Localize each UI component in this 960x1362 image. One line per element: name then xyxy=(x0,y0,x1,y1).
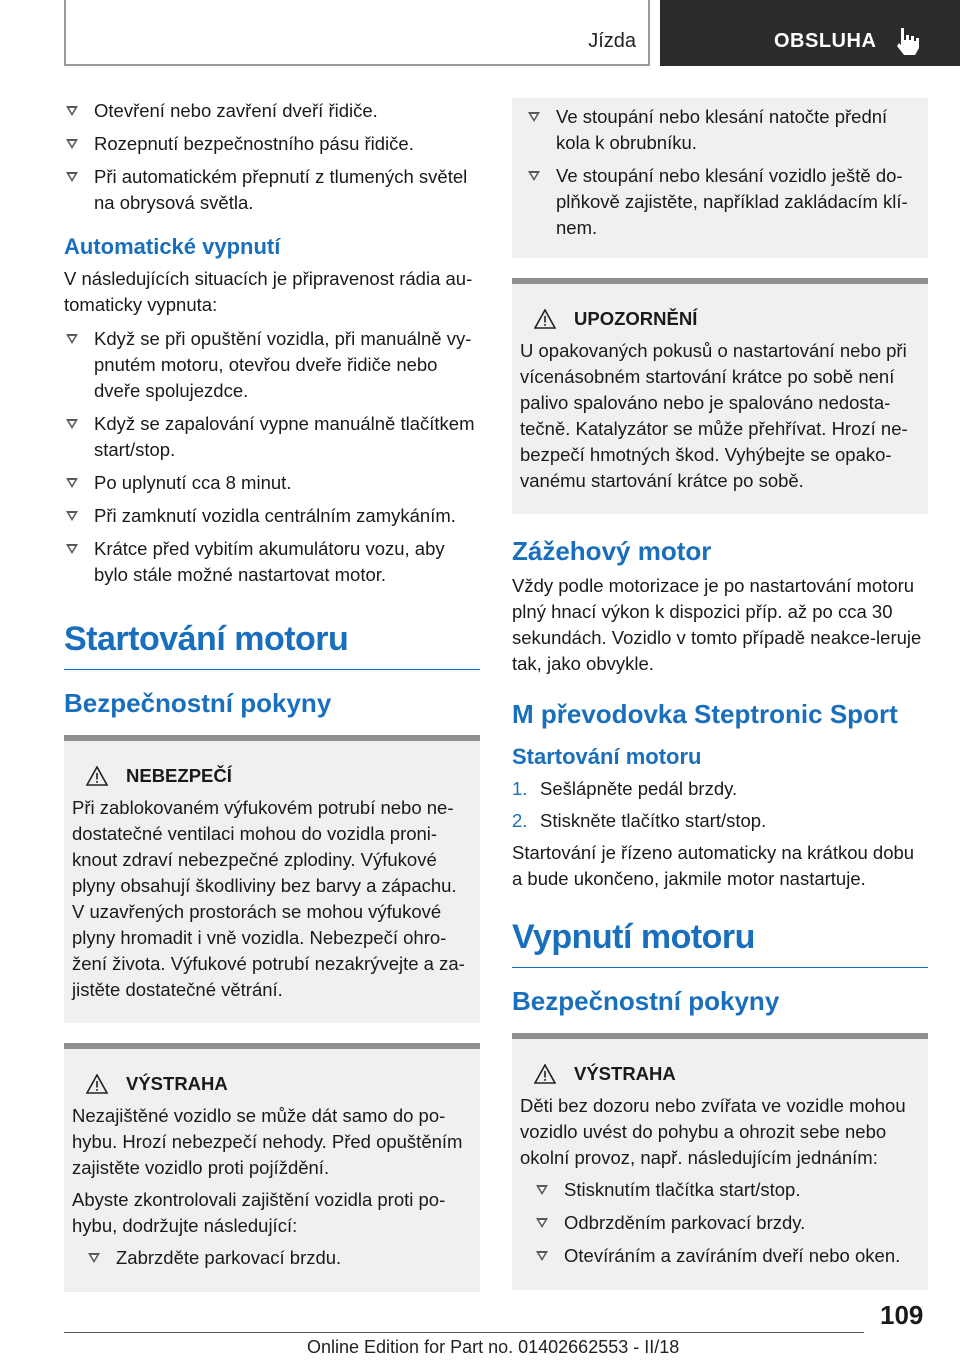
list-item: Když se zapalování vypne manuálně tlačítkem start/stop. xyxy=(64,411,480,463)
danger-text: Při zablokovaném výfukovém potrubí nebo ne-dostatečné ventilaci mohou do vozidla proni-knout zdraví nebezpečné zplodiny. Výfukové plyny obsahují škodliviny bez barvy a zápachu. V uzavřených prostorách se mohou výfukové plyny hromadit i vně vozidla. Nebezpečí ohro-žení života. Výfukové potrubí nezakrývejte a za-jistěte dostatečné větrání. xyxy=(72,797,465,1000)
list-item: Ve stoupání nebo klesání vozidlo ještě do-plňkově zajistěte, například zakládacím klí-nem. xyxy=(526,163,920,241)
chapter-label: OBSLUHA xyxy=(774,30,877,52)
page-header xyxy=(64,0,960,66)
caution-text: U opakovaných pokusů o nastartování nebo při vícenásobném startování krátce po sobě není palivo spalováno nebo je spalováno nedosta-tečně. Katalyzátor se může přehřívat. Hrozí ne-bezpečí hmotných škod. Vyhýbejte se opako-vanému startování krátce po sobě. xyxy=(520,340,908,491)
triangle-bullet-icon xyxy=(528,171,540,181)
triangle-bullet-icon xyxy=(536,1218,548,1228)
triangle-bullet-icon xyxy=(66,544,78,554)
steptronic-heading: M převodovka Steptronic Sport xyxy=(512,699,898,729)
safety-heading: Bezpečnostní pokyny xyxy=(512,986,780,1016)
warning-triangle-icon xyxy=(86,1074,108,1094)
step-item: 2. Stiskněte tlačítko start/stop. xyxy=(512,810,767,831)
danger-title: NEBEZPEČÍ xyxy=(72,765,472,787)
triangle-bullet-icon xyxy=(536,1251,548,1261)
list-item: Ve stoupání nebo klesání natočte přední kola k obrubníku. xyxy=(526,104,920,156)
triangle-bullet-icon xyxy=(88,1253,100,1263)
list-item: Otevíráním a zavíráním dveří nebo oken. xyxy=(534,1243,920,1269)
triangle-bullet-icon xyxy=(66,334,78,344)
list-item: Když se při opuštění vozidla, při manuálně vy-pnutém motoru, otevřou dveře řidiče nebo dveře spolujezdce. xyxy=(64,326,480,404)
chapter-tab xyxy=(660,0,960,66)
step-item: 1. Sešlápněte pedál brzdy. xyxy=(512,778,738,799)
section-label: Jízda xyxy=(588,30,636,52)
list-item: Krátce před vybitím akumulátoru vozu, aby bylo stále možné nastartovat motor. xyxy=(64,536,480,588)
triangle-bullet-icon xyxy=(528,112,540,122)
triangle-bullet-icon xyxy=(536,1185,548,1195)
warning-title: VÝSTRAHA xyxy=(72,1073,472,1095)
warning-box xyxy=(64,1043,480,1292)
pointing-hand-icon xyxy=(894,26,920,56)
steptronic-text: Startování je řízeno automaticky na krátkou dobu a bude ukončeno, jakmile motor nastartuje. xyxy=(512,842,915,889)
warning-title: VÝSTRAHA xyxy=(520,1063,920,1085)
triangle-bullet-icon xyxy=(66,106,78,116)
triangle-bullet-icon xyxy=(66,511,78,521)
steptronic-sub-heading: Startování motoru xyxy=(512,744,702,769)
list-item: Rozepnutí bezpečnostního pásu řidiče. xyxy=(64,131,480,157)
list-item: Otevření nebo zavření dveří řidiče. xyxy=(64,98,480,124)
right-column xyxy=(512,98,928,1310)
warning-triangle-icon xyxy=(86,766,108,786)
list-item: Při zamknutí vozidla centrálním zamykáním. xyxy=(64,503,480,529)
section-tab xyxy=(64,0,650,66)
warning-text: Děti bez dozoru nebo zvířata ve vozidle mohou vozidlo uvést do pohybu a ohrozit sebe nebo okolní provoz, např. následujícím jednáním: xyxy=(520,1095,906,1168)
list-item: Po uplynutí cca 8 minut. xyxy=(64,470,480,496)
continued-warning-box xyxy=(512,98,928,258)
list-item: Stisknutím tlačítka start/stop. xyxy=(534,1177,920,1203)
safety-heading: Bezpečnostní pokyny xyxy=(64,688,332,718)
page-number: 109 xyxy=(880,1300,924,1330)
triangle-bullet-icon xyxy=(66,172,78,182)
warning-triangle-icon xyxy=(534,309,556,329)
auto-off-heading: Automatické vypnutí xyxy=(64,234,281,259)
petrol-engine-heading: Zážehový motor xyxy=(512,536,712,566)
footer-edition: Online Edition for Part no. 01402662553 - II/18 xyxy=(307,1337,680,1357)
warning-text: Abyste zkontrolovali zajištění vozidla proti po-hybu, dodržujte následující: xyxy=(72,1189,446,1236)
caution-box xyxy=(512,278,928,514)
stop-engine-title: Vypnutí motoru xyxy=(512,918,928,968)
list-item: Při automatickém přepnutí z tlumených světel na obrysová světla. xyxy=(64,164,480,216)
warning-text: Nezajištěné vozidlo se může dát samo do po-hybu. Hrozí nebezpečí nehody. Před opuštěním zajistěte vozidlo proti pojíždění. xyxy=(72,1105,463,1178)
footer-divider xyxy=(64,1332,864,1333)
warning-box xyxy=(512,1033,928,1290)
list-item: Zabrzděte parkovací brzdu. xyxy=(86,1245,472,1271)
warning-triangle-icon xyxy=(534,1064,556,1084)
caution-title: UPOZORNĚNÍ xyxy=(520,308,920,330)
list-item: Odbrzděním parkovací brzdy. xyxy=(534,1210,920,1236)
petrol-engine-text: Vždy podle motorizace je po nastartování motoru plný hnací výkon k dispozici příp. až po cca 30 sekundách. Vozidlo v tomto případě neakce-leruje tak, jako obvykle. xyxy=(512,575,922,674)
triangle-bullet-icon xyxy=(66,419,78,429)
left-column xyxy=(64,98,480,1312)
danger-box xyxy=(64,735,480,1023)
triangle-bullet-icon xyxy=(66,478,78,488)
auto-off-intro: V následujících situacích je připravenost rádia au-tomaticky vypnuta: xyxy=(64,268,473,315)
triangle-bullet-icon xyxy=(66,139,78,149)
start-engine-title: Startování motoru xyxy=(64,620,480,670)
